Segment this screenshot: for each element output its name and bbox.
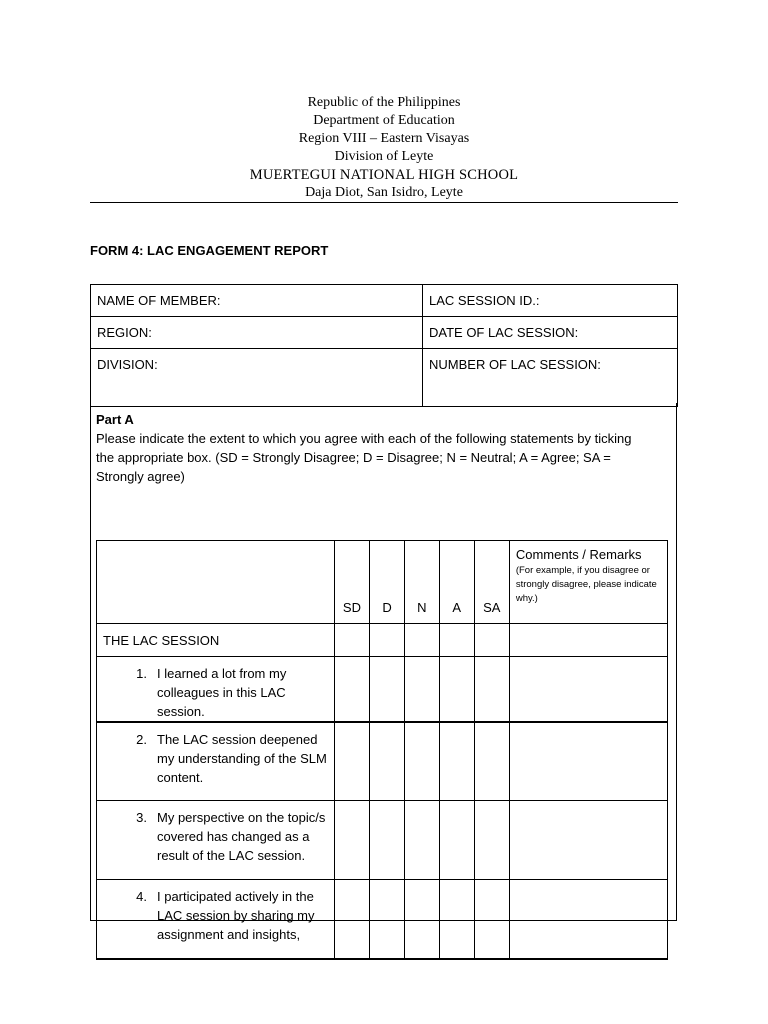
checkbox-cell-n[interactable] bbox=[404, 657, 439, 723]
letterhead-line: Department of Education bbox=[313, 113, 455, 128]
letterhead bbox=[90, 94, 678, 202]
item-text: My perspective on the topic/s covered has changed as a result of the LAC session. bbox=[157, 810, 326, 863]
statement-cell bbox=[97, 801, 335, 880]
part-a-text: the appropriate box. (SD = Strongly Disagree; D = Disagree; N = Neutral; A = Agree; SA = Strongly agree) bbox=[96, 450, 611, 484]
comment-cell bbox=[509, 624, 667, 657]
checkbox-cell bbox=[474, 624, 509, 657]
checkbox-cell-d[interactable] bbox=[370, 722, 405, 801]
comment-cell[interactable] bbox=[509, 880, 667, 960]
scale-header-d: D bbox=[370, 541, 405, 624]
checkbox-cell-n[interactable] bbox=[404, 880, 439, 960]
checkbox-cell-a[interactable] bbox=[439, 657, 474, 723]
checkbox-cell-sa[interactable] bbox=[474, 657, 509, 723]
checkbox-cell-n[interactable] bbox=[404, 722, 439, 801]
comments-note: (For example, if you disagree or strongly disagree, please indicate why.) bbox=[515, 565, 657, 604]
survey-table bbox=[96, 540, 668, 960]
comment-cell[interactable] bbox=[509, 657, 667, 723]
comments-header bbox=[509, 541, 667, 624]
scale-header-n: N bbox=[404, 541, 439, 624]
checkbox-cell-d[interactable] bbox=[370, 657, 405, 723]
checkbox-cell-sa[interactable] bbox=[474, 880, 509, 960]
name-of-member-field[interactable]: NAME OF MEMBER: bbox=[91, 285, 423, 317]
item-text: The LAC session deepened my understanding of the SLM content. bbox=[157, 732, 327, 785]
checkbox-cell-n[interactable] bbox=[404, 801, 439, 880]
school-name: MUERTEGUI NATIONAL HIGH SCHOOL bbox=[249, 167, 519, 183]
statement-header bbox=[97, 541, 335, 624]
statement-cell bbox=[97, 880, 335, 960]
statement-cell bbox=[97, 657, 335, 723]
checkbox-cell-sd[interactable] bbox=[334, 657, 369, 723]
statement-cell bbox=[97, 722, 335, 801]
checkbox-cell-sa[interactable] bbox=[474, 722, 509, 801]
checkbox-cell-a[interactable] bbox=[439, 880, 474, 960]
form-title: FORM 4: LAC ENGAGEMENT REPORT bbox=[90, 243, 329, 258]
region-field[interactable]: REGION: bbox=[91, 317, 423, 349]
checkbox-cell bbox=[404, 624, 439, 657]
part-a-instructions bbox=[96, 410, 656, 486]
checkbox-cell-sd[interactable] bbox=[334, 880, 369, 960]
school-address: Daja Diot, San Isidro, Leyte bbox=[305, 185, 463, 200]
comment-cell[interactable] bbox=[509, 801, 667, 880]
number-of-lac-session-field[interactable]: NUMBER OF LAC SESSION: bbox=[423, 349, 678, 407]
scale-header-sa: SA bbox=[474, 541, 509, 624]
comment-cell[interactable] bbox=[509, 722, 667, 801]
letterhead-line: Region VIII – Eastern Visayas bbox=[298, 131, 470, 146]
checkbox-cell-d[interactable] bbox=[370, 801, 405, 880]
checkbox-cell bbox=[370, 624, 405, 657]
lac-session-id-field[interactable]: LAC SESSION ID.: bbox=[423, 285, 678, 317]
scale-header-sd: SD bbox=[334, 541, 369, 624]
part-a-text: Please indicate the extent to which you agree with each of the following statements by ticking bbox=[96, 431, 632, 446]
scale-header-a: A bbox=[439, 541, 474, 624]
checkbox-cell bbox=[334, 624, 369, 657]
member-info-table bbox=[90, 284, 678, 407]
item-number: 3. bbox=[136, 810, 147, 825]
division-field[interactable]: DIVISION: bbox=[91, 349, 423, 407]
section-label: THE LAC SESSION bbox=[97, 624, 335, 657]
letterhead-line: Division of Leyte bbox=[334, 149, 434, 164]
checkbox-cell-sa[interactable] bbox=[474, 801, 509, 880]
checkbox-cell-a[interactable] bbox=[439, 801, 474, 880]
part-a-title: Part A bbox=[96, 412, 134, 427]
checkbox-cell-d[interactable] bbox=[370, 880, 405, 960]
letterhead-line: Republic of the Philippines bbox=[307, 95, 461, 110]
item-number: 4. bbox=[136, 889, 147, 904]
checkbox-cell-sd[interactable] bbox=[334, 722, 369, 801]
date-of-lac-session-field[interactable]: DATE OF LAC SESSION: bbox=[423, 317, 678, 349]
header-divider bbox=[90, 202, 678, 203]
checkbox-cell bbox=[439, 624, 474, 657]
item-number: 1. bbox=[136, 666, 147, 681]
item-number: 2. bbox=[136, 732, 147, 747]
checkbox-cell-a[interactable] bbox=[439, 722, 474, 801]
item-text: I learned a lot from my colleagues in this LAC session. bbox=[157, 666, 287, 719]
item-text: I participated actively in the LAC session by sharing my assignment and insights, bbox=[157, 889, 315, 942]
comments-title: Comments / Remarks bbox=[515, 547, 642, 562]
checkbox-cell-sd[interactable] bbox=[334, 801, 369, 880]
